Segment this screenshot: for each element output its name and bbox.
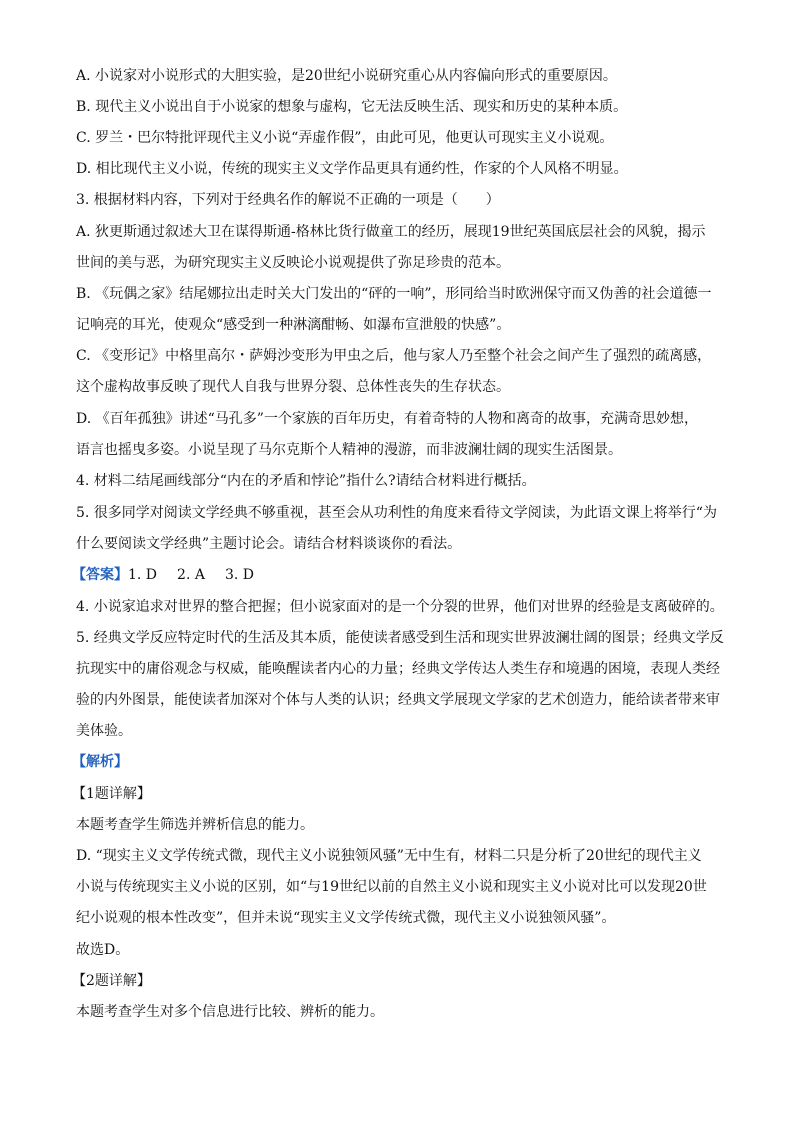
q2-header: 【2题详解】 [72,973,151,989]
q3-option-c-line1: C. 《变形记》中格里高尔・萨姆沙变形为甲虫之后，他与家人乃至整个社会之间产生了强烈的疏离感， [76,348,712,364]
question-4: 4. 材料二结尾画线部分“内在的矛盾和悖论”指什么?请结合材料进行概括。 [76,473,536,489]
q3-option-d-line2: 语言也摇曳多姿。小说呈现了马尔克斯个人精神的漫游，而非波澜壮阔的现实生活图景。 [76,442,622,458]
q2-body-line1: 本题考查学生对多个信息进行比较、辨析的能力。 [76,1004,384,1020]
option-a: A. 小说家对小说形式的大胆实验，是20世纪小说研究重心从内容偏向形式的重要原因。 [76,68,617,84]
question-5-line2: 什么要阅读文学经典”主题讨论会。请结合材料谈谈你的看法。 [76,536,462,552]
question-5-line1: 5. 很多同学对阅读文学经典不够重视，甚至会从功利性的角度来看待文学阅读，为此语文课上将举行“为 [76,505,717,521]
q3-option-c-line2: 这个虚构故事反映了现代人自我与世界分裂、总体性丧失的生存状态。 [76,379,510,395]
answer-item: 1. D [128,567,158,583]
answer-item: 2. A [177,567,205,583]
q1-conclusion: 故选D。 [76,942,130,958]
answer-tag: 【答案】 [72,567,128,583]
q1-body-line3: 小说与传统现实主义小说的区别，如“与19世纪以前的自然主义小说和现实主义小说对比可以发现20世 [76,879,707,895]
q3-option-d-line1: D. 《百年孤独》讲述“马孔多”一个家族的百年历史，有着奇特的人物和离奇的故事，充满奇思妙想， [76,411,698,427]
answer-line [72,565,722,585]
q3-option-a-line2: 世间的美与恶，为研究现实主义反映论小说观提供了弥足珍贵的范本。 [76,255,510,271]
q1-header: 【1题详解】 [72,786,151,802]
q3-option-b-line2: 记响亮的耳光，使观众“感受到一种淋漓酣畅、如瀑布宣泄般的快感”。 [76,317,511,333]
q3-option-b-line1: B. 《玩偶之家》结尾娜拉出走时关大门发出的“砰的一响”，形同给当时欧洲保守而又伪善的社会道德一 [76,286,712,302]
answer-4: 4. 小说家追求对世界的整合把握；但小说家面对的是一个分裂的世界，他们对世界的经验是支离破碎的。 [76,599,724,615]
answer-5-line3: 验的内外图景，能使读者加深对个体与人类的认识；经典文学展现文学家的艺术创造力，能给读者带来审 [76,692,720,708]
answer-item: 3. D [224,567,255,583]
answer-5-line4: 美体验。 [76,723,132,739]
q1-body-line4: 纪小说观的根本性改变”，但并未说“现实主义文学传统式微，现代主义小说独领风骚”。 [76,910,616,926]
analysis-tag: 【解析】 [72,754,128,770]
q3-option-a-line1: A. 狄更斯通过叙述大卫在谋得斯通-格林比货行做童工的经历，展现19世纪英国底层社会的风貌，揭示 [76,224,706,240]
q1-body-line1: 本题考查学生筛选并辨析信息的能力。 [76,817,314,833]
option-c: C. 罗兰・巴尔特批评现代主义小说“弄虚作假”，由此可见，他更认可现实主义小说观。 [76,130,614,146]
answer-5-line2: 抗现实中的庸俗观念与权威，能唤醒读者内心的力量；经典文学传达人类生存和境遇的困境，表现人类经 [76,661,720,677]
answer-5-line1: 5. 经典文学反应特定时代的生活及其本质，能使读者感受到生活和现实世界波澜壮阔的图景；经典文学反 [76,630,724,646]
question-3: 3. 根据材料内容，下列对于经典名作的解说不正确的一项是（ ） [76,192,500,208]
option-d: D. 相比现代主义小说，传统的现实主义文学作品更具有通约性，作家的个人风格不明显。 [76,161,628,177]
option-b: B. 现代主义小说出自于小说家的想象与虚构，它无法反映生活、现实和历史的某种本质。 [76,99,628,115]
q1-body-line2: D. “现实主义文学传统式微，现代主义小说独领风骚”无中生有，材料二只是分析了20世纪的现代主义 [76,848,702,864]
